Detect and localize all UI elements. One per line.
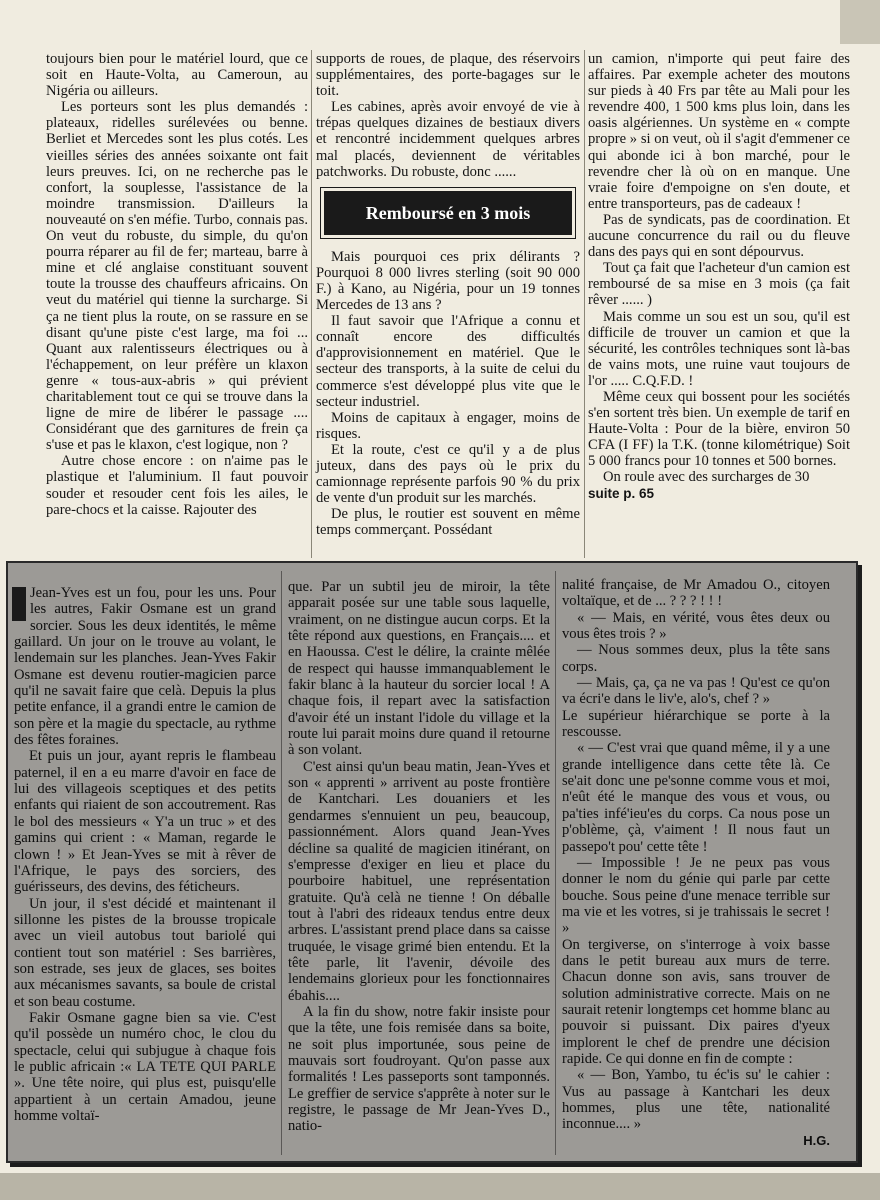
paragraph: Mais pourquoi ces prix délirants ? Pourquoi 8 000 livres sterling (soit 90 000 F.) à Kano, au Nigéria, pour un 19 tonnes Mercedes de 13 ans ? (316, 248, 580, 314)
paragraph: Tout ça fait que l'acheteur d'un camion est remboursé de sa mise en 3 mois (ça fait rêver ...... ) (588, 260, 850, 309)
column-divider (311, 50, 312, 558)
author-signature: H.G. (803, 1132, 830, 1148)
paragraph: Les porteurs sont les plus demandés : plateaux, ridelles surélevées ou benne. Berliet et Mercedes sont les plus cotés. Les vieilles séries des années soixante ont fait leurs preuves. Ici, on ne recherche pas le confort, la souplesse, l'assistance de la moindre transmission. D'ailleurs la nouveauté on s'en méfie. Turbo, connais pas. On veut du robuste, du simple, du qu'on pourra réparer au fil de fer; marteau, barre à mine et clé anglaise constituant souvent toute la trousse des chauffeurs africains. On veut du matériel qui tienne la surcharge. Si ça ne tient plus la route, on se rassure en se disant qu'une piste c'est large, ma foi ... Quant aux ralentisseurs électriques ou à l'échappement, on leur préfère un klaxon genre « tous-aux-abris » qui prévient charitablement tout ce qui se trouve dans la ligne de mire de libérer le passage .... Considérant que des garnitures de frein ça s'use et pas le klaxon, c'est logique, non ? (46, 99, 308, 454)
paragraph: supports de roues, de plaque, des réservoirs supplémentaires, des porte-bagages sur le toit. (316, 51, 580, 100)
article-column-3 (588, 51, 850, 502)
paragraph: Fakir Osmane gagne bien sa vie. C'est qu'il possède un numéro choc, le clou du spectacle, celui qui subjugue à chaque fois le public africain :« LA TETE QUI PARLE ». Une tête noire, qui plus est, puisqu'elle appartient à un certain Amadou, jeune homme voltaï- (14, 1009, 276, 1124)
paragraph: Il faut savoir que l'Afrique a connu et connaît encore des difficultés d'approvisionnement en matériel. Que le secteur des transports, à la suite de celui du commerce s'est développé plus vite que le secteur industriel. (316, 313, 580, 410)
paragraph: Et puis un jour, ayant repris le flambeau paternel, il en a eu marre d'avoir en face de lui des villageois sceptiques et des petits enfants qui riaient de son accoutrement. Ras le bol des messieurs « Y'a un truc » et des gamins qui crient : « Maman, regarde le clown ! » Et Jean-Yves se mit à rêver de l'Afrique, le pays des sorciers, des guérisseurs, des devins, des féticheurs. (14, 748, 276, 896)
column-divider (584, 50, 585, 558)
paragraph: A la fin du show, notre fakir insiste pour que la tête, une fois remisée dans sa boite, ne soit plus importunée, sous peine de mauvais sort foudroyant. Qu'on passe aux formalités ! Les passeports sont tamponnés. Le greffier de service s'apprête à noter sur le registre, le passage de Mr Jean-Yves D., natio- (288, 1003, 550, 1135)
article-column-2 (316, 51, 580, 538)
paragraph: On roule avec des surcharges de 30 (603, 469, 810, 486)
section-heading: Remboursé en 3 mois (324, 191, 572, 235)
paragraph: un camion, n'importe qui peut faire des affaires. Par exemple acheter des moutons sur pieds à 40 Frs par tête au Mali pour les revendre 400, 1 500 kms plus loin, dans les oasis algériennes. Un système en « compte propre » si on veut, où il s'agit d'emmener ce qui abonde ici à bon marché, pour le revendre cher là où on en manque. Une vraie foire d'empoigne on s'en doute, et entre transporteurs, pas de cadeaux ! (588, 51, 850, 212)
column-divider (281, 571, 282, 1155)
paragraph: C'est ainsi qu'un beau matin, Jean-Yves et son « apprenti » arrivent au poste frontière de Kantchari. Les douaniers et les gendarmes s'ennuient un peu, beaucoup, passionnément. Alors quand Jean-Yves décline sa qualité de magicien itinérant, on s'empresse d'exiger en lieu et place du pourboire habituel, une représentation gratuite. Qu'à celà ne tienne ! On déballe tout à l'abri des rideaux tendus entre deux arbres. L'assistant prend place dans sa caisse truquée, le visage grimé bien entendu. Et la tête parle, lit l'avenir, dévoile des lendemains glorieux pour les fonctionnaires ébahis.... (288, 758, 550, 1004)
article-column-1 (46, 51, 308, 518)
paragraph: Moins de capitaux à engager, moins de risques. (316, 409, 580, 442)
paragraph: Et la route, c'est ce qu'il y a de plus juteux, dans des pays où le prix du camionnage représente parfois 90 % du prix de vente d'un produit sur les marchés. (316, 441, 580, 507)
paragraph: De plus, le routier est souvent en même temps commerçant. Possédant (316, 506, 580, 539)
paragraph: Même ceux qui bossent pour les sociétés s'en sortent très bien. Un exemple de tarif en Haute-Volta : Pour de la bière, environ 50 CFA (I FF) la T.K. (tonne kilométrique) Soit 5 000 francs pour 10 tonnes et 500 bornes. (588, 388, 850, 470)
drop-cap (12, 587, 26, 621)
paragraph: — Mais, ça, ça ne va pas ! Qu'est ce qu'on va écri'e dans le liv'e, alo's, chef ? » (562, 675, 830, 708)
paragraph: Pas de syndicats, pas de coordination. Et aucune concurrence du rail ou du fleuve dans des pays qui en sont dépourvus. (588, 211, 850, 261)
paragraph: toujours bien pour le matériel lourd, que ce soit en Haute-Volta, au Cameroun, au Nigéria ou ailleurs. (46, 51, 308, 100)
paragraph: Jean-Yves est un fou, pour les uns. Pour les autres, Fakir Osmane est un grand sorcier. Sous les deux identités, le même gaillard. Un jour on le trouve au volant, le lendemain sur les planches. Jean-Yves Fakir Osmane est devenu routier-magicien parce qu'il ne savait faire que celà. Depuis la plus petite enfance, il a grandi entre le camion de son père et la magie du spectacle, au rythme des fêtes foraines. (14, 585, 276, 749)
column-divider (555, 571, 556, 1155)
box-column-1 (14, 585, 276, 1124)
paragraph: Autre chose encore : on n'aime pas le plastique et l'aluminium. Il faut pouvoir souder et resouder cent fois les ailes, le pare-chocs et la caisse. Rajouter des (46, 453, 308, 518)
continued-page-note: suite p. 65 (588, 485, 655, 501)
paragraph: nalité française, de Mr Amadou O., citoyen voltaïque, et de ... ? ? ? ! ! ! (562, 577, 830, 610)
paragraph: — Nous sommes deux, plus la tête sans corps. (562, 642, 830, 675)
box-column-2 (288, 579, 550, 1135)
paragraph: On tergiverse, on s'interroge à voix basse dans le petit bureau aux murs de terre. Chacun donne son avis, sans trouver de solution administrative correcte. Mais on ne saurait retenir longtemps cet homme blanc au pouvoir si puissant. Dix paires d'yeux implorent le chef de prendre une décision rapide. Ce qui donne en fin de compte : (562, 936, 830, 1067)
paragraph: « — Mais, en vérité, vous êtes deux ou vous êtes trois ? » (562, 609, 830, 643)
paragraph: Mais comme un sou est un sou, qu'il est difficile de trouver un camion et que la sécurité, les contrôles techniques sont là-bas de vains mots, une ruine vaut toujours de l'or ..... C.Q.F.D. ! (588, 308, 850, 389)
page-bottom-edge (0, 1173, 880, 1200)
box-column-3 (562, 577, 830, 1149)
paragraph: Un jour, il s'est décidé et maintenant il sillonne les pistes de la brousse tropicale avec un vieil autobus tout bariolé qui contient tout son matériel : Ses barrières, son estrade, ses jeux de glaces, ses boites aux mécanismes savants, sa boule de cristal et son beau costume. (14, 895, 276, 1010)
sidebar-box (6, 561, 858, 1163)
paragraph: « — C'est vrai que quand même, il y a une grande intelligence dans cette tête là. Ce se'ait donc une pe'sonne comme vous et moi, n'eût été le manque des vous et vous, ou pa'ties infé'ieu'es du corps. Ca nous pose un p'oblème, çà, v'aiment ! Il nous faut un passepo't pou' cette tête ! (562, 740, 830, 855)
paragraph: que. Par un subtil jeu de miroir, la tête apparait posée sur une table sous laquelle, vraiment, on ne distingue aucun corps. Et la tête répond aux questions, en Français.... et en Haoussa. C'est le délire, la crainte mêlée de respect qui hausse immanquablement le fakir blanc à la hauteur du sorcier local ! A chaque fois, il repart avec la satisfaction d'avoir été un instant l'idole du village et la route lui parait moins dure quand il retourne à son volant. (288, 579, 550, 759)
paragraph: Les cabines, après avoir envoyé de vie à trépas quelques dizaines de bestiaux divers et rencontré incidemment quelques arbres mal placés, deviennent de véritables patchworks. Du robuste, donc ...... (316, 99, 580, 180)
paragraph: Le supérieur hiérarchique se porte à la rescousse. (562, 707, 830, 741)
page-corner (840, 0, 880, 44)
paragraph: « — Bon, Yambo, tu éc'is su' le cahier : Vus au passage à Kantchari les deux hommes, plus une tête, nationalité inconnue.... » (562, 1067, 830, 1133)
paragraph: — Impossible ! Je ne peux pas vous donner le nom du génie qui parle par cette bouche. Sous peine d'une menace terrible sur ma vie et les votres, si je trahissais le secret ! » (562, 854, 830, 937)
